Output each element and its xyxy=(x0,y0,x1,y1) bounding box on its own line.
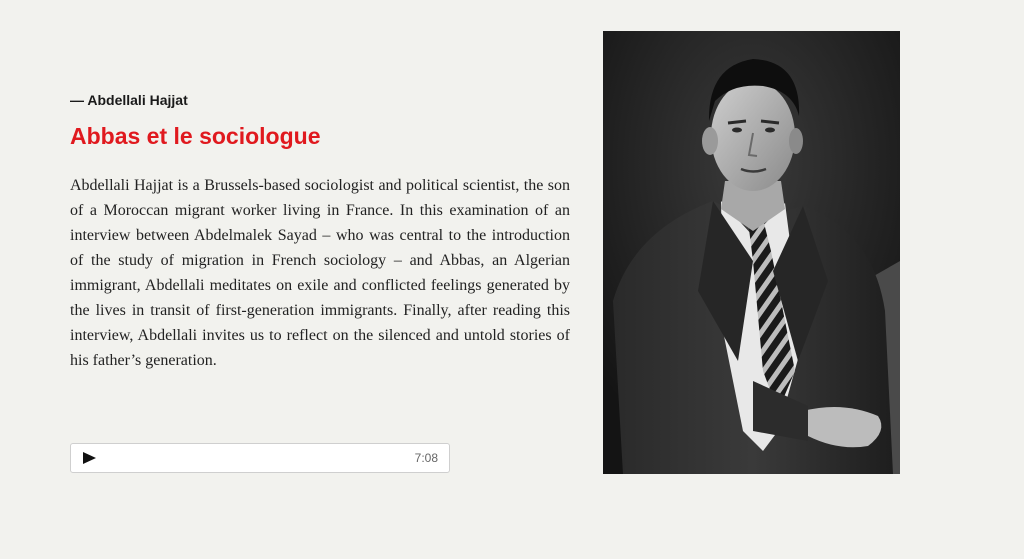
article-text-column xyxy=(70,90,570,373)
portrait-image xyxy=(603,31,900,474)
article-body: Abdellali Hajjat is a Brussels-based sociologist and political scientist, the son of a Moroccan migrant worker living in France. In this examination of an interview between Abdelmalek Sayad – who was central to the introduction of the study of migration in French sociology – and Abbas, an Algerian immigrant, Abdellali meditates on exile and conflicted feelings generated by the lives in transit of first-generation immigrants. Finally, after reading this interview, Abdellali invites us to reflect on the silenced and untold stories of his father’s generation. xyxy=(70,177,570,369)
article-title: Abbas et le sociologue xyxy=(70,123,321,149)
audio-player[interactable] xyxy=(70,443,450,473)
audio-duration: 7:08 xyxy=(414,451,438,465)
portrait-photo xyxy=(603,31,900,474)
play-icon[interactable] xyxy=(83,452,96,464)
author-byline: — Abdellali Hajjat xyxy=(70,92,188,108)
